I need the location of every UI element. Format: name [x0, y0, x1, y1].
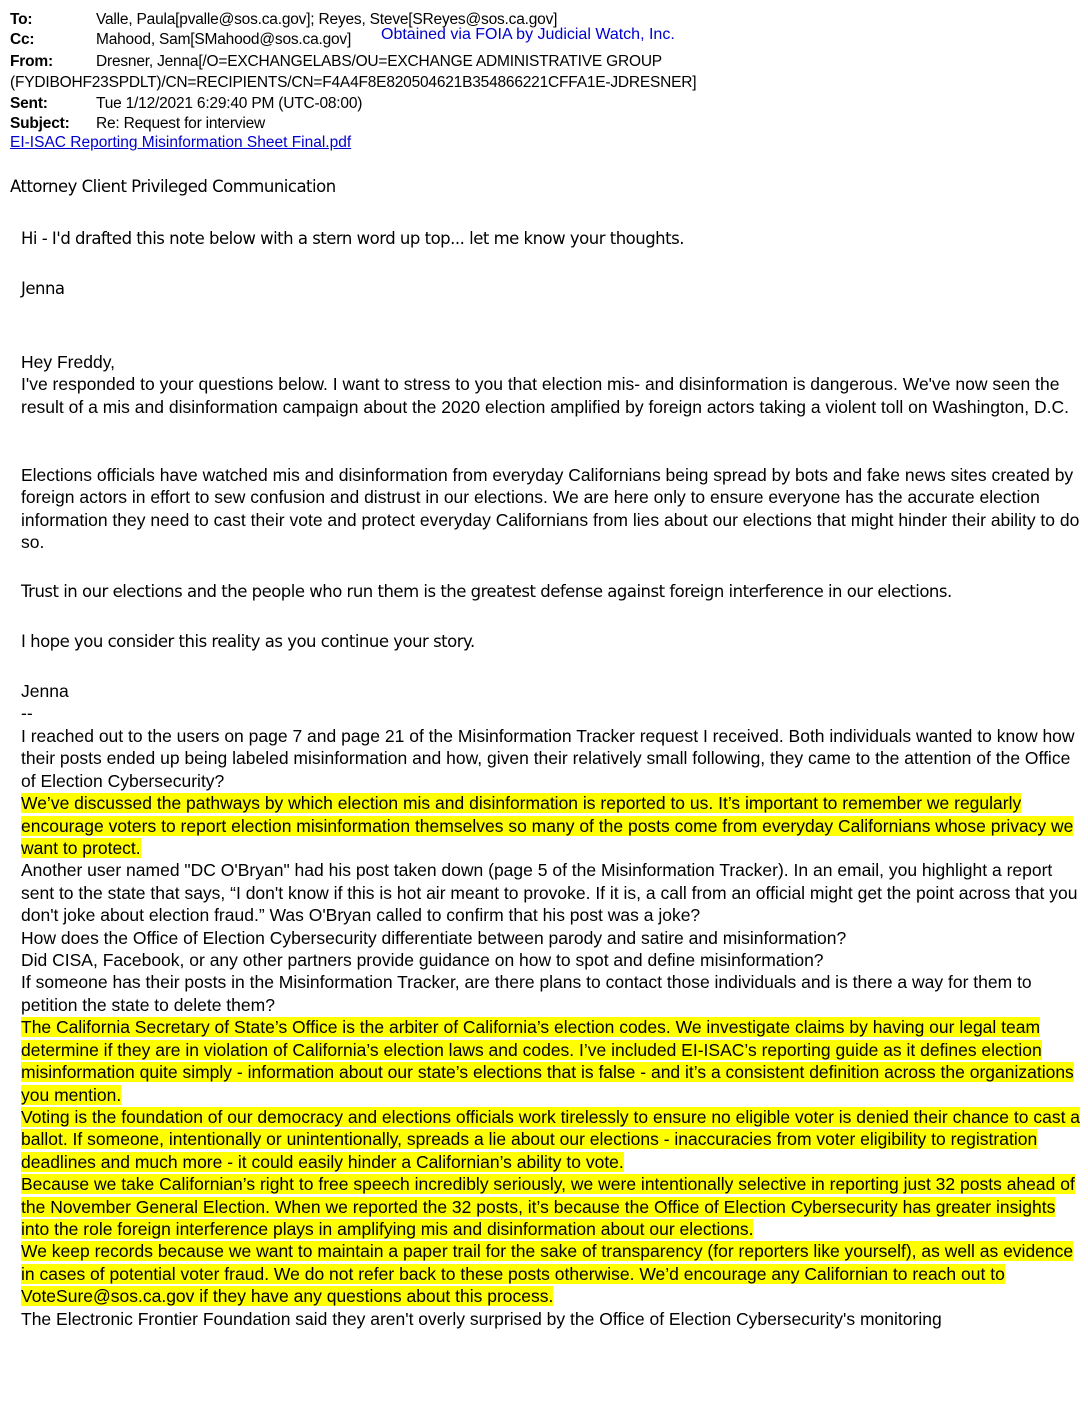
letter-signoff: [21, 680, 1083, 725]
thread-answer: [21, 1106, 1083, 1173]
letter-paragraph: Elections officials have watched mis and disinformation from everyday Californians being spread by bots and fake news sites created by foreign actors in effort to sew confusion and distrust in our elections. We are here only to ensure everyone has the accurate election information they need to cast their vote and protect everyday Californians from lies about our elections that might hinder their ability to do so.: [21, 465, 1080, 553]
answer-highlight: We’ve discussed the pathways by which election mis and disinformation is reported to us. It’s important to remember we regularly encourage voters to report election misinformation themselves so many of the posts come from everyday Californians whose privacy we want to protect.: [21, 793, 1074, 859]
from-value: Dresner, Jenna[/O=EXCHANGELABS/OU=EXCHANGE ADMINISTRATIVE GROUP: [96, 53, 662, 70]
thread-answer: [21, 1016, 1083, 1106]
intro-signature: Jenna: [21, 279, 65, 298]
header-from-continued: (FYDIBOHF23SPDLT)/CN=RECIPIENTS/CN=F4A4F8E820504621B354866221CFFA1E-JDRESNER]: [10, 74, 697, 91]
sent-value: Tue 1/12/2021 6:29:40 PM (UTC-08:00): [96, 95, 363, 112]
thread-question: How does the Office of Election Cybersecurity differentiate between parody and satire and misinformation?: [21, 927, 847, 948]
header-subject-row: [10, 114, 265, 134]
thread-question: Another user named "DC O'Bryan" had his post taken down (page 5 of the Misinformation Tracker). In an email, you highlight a report sent to the state that says, “I don't know if this is hot air meant to provoke. If it is, a call from an official might get the point across that you don't joke about election fraud.” Was O'Bryan called to confirm that his post was a joke?: [21, 860, 1078, 926]
sent-label: Sent:: [10, 95, 48, 112]
cc-value: Mahood, Sam[SMahood@sos.ca.gov]: [96, 31, 352, 48]
header-cc-row: [10, 30, 351, 50]
letter-body: [21, 464, 1083, 554]
letter-signature: Jenna: [21, 681, 69, 701]
thread-answer: [21, 792, 1083, 859]
letter-hope-line: I hope you consider this reality as you continue your story.: [21, 632, 475, 651]
qa-thread: [21, 725, 1083, 1330]
answer-highlight: We keep records because we want to maintain a paper trail for the sake of transparency (for reporters like yourself), as well as evidence in cases of potential voter fraud. We do not refer back to these posts otherwise. We’d encourage any Californian to reach out to VoteSure@sos.ca.gov if they have any questions about this process.: [21, 1241, 1074, 1307]
intro-line: Hi - I'd drafted this note below with a stern word up top... let me know your thoughts.: [21, 229, 684, 248]
letter-separator: --: [21, 703, 33, 724]
thread-answer: [21, 1173, 1083, 1240]
foia-watermark: Obtained via FOIA by Judicial Watch, Inc.: [381, 26, 675, 43]
answer-highlight: The California Secretary of State’s Office is the arbiter of California’s election codes. We investigate claims by having our legal team determine if they are in violation of California’s election laws and codes. I’ve included EI-ISAC’s reporting guide as it defines election misinformation quite simply - information about our state’s elections that is false - and it’s a consistent definition across the organizations you mention.: [21, 1017, 1074, 1105]
letter-paragraph: I've responded to your questions below. I want to stress to you that election mis- and disinformation is dangerous. We've now seen the result of a mis and disinformation campaign about the 2020 election amplified by foreign actors taking a violent toll on Washington, D.C.: [21, 374, 1069, 417]
answer-highlight: Voting is the foundation of our democracy and elections officials work tirelessly to ensure no eligible voter is denied their chance to cast a ballot. If someone, intentionally or unintentionally, spreads a lie about our elections - inaccuracies from voter eligibility to registration deadlines and much more - it could easily hinder a Californian’s ability to vote.: [21, 1106, 1081, 1172]
thread-question: I reached out to the users on page 7 and page 21 of the Misinformation Tracker request I received. Both individuals wanted to know how their posts ended up being labeled misinformation and how, given their relatively small following, they came to the attention of the Office of Election Cybersecurity?: [21, 726, 1075, 791]
privilege-notice: Attorney Client Privileged Communication: [10, 177, 336, 196]
header-from-row: [10, 52, 662, 72]
letter-greeting: Hey Freddy,: [21, 352, 116, 372]
letter-trust-line: Trust in our elections and the people who run them is the greatest defense against foreign interference in our elections.: [21, 582, 952, 601]
attachment-link[interactable]: EI-ISAC Reporting Misinformation Sheet Final.pdf: [10, 134, 352, 151]
subject-label: Subject:: [10, 115, 70, 132]
thread-answer: [21, 1240, 1083, 1307]
from-label: From:: [10, 53, 53, 70]
header-sent-row: [10, 94, 362, 114]
to-value: Valle, Paula[pvalle@sos.ca.gov]; Reyes, Steve[SReyes@sos.ca.gov]: [96, 11, 558, 28]
letter-body: [21, 351, 1083, 418]
answer-highlight: Because we take Californian’s right to free speech incredibly seriously, we were intentionally selective in reporting just 32 posts ahead of the November General Election. When we reported the 32 posts, it’s because the Office of Election Cybersecurity has greater insights into the role foreign interference plays in amplifying mis and disinformation about our elections.: [21, 1174, 1075, 1239]
subject-value: Re: Request for interview: [96, 115, 266, 132]
cc-label: Cc:: [10, 31, 35, 48]
thread-question: Did CISA, Facebook, or any other partners provide guidance on how to spot and define misinformation?: [21, 950, 824, 971]
to-label: To:: [10, 11, 33, 28]
thread-question: If someone has their posts in the Misinformation Tracker, are there plans to contact those individuals and is there a way for them to petition the state to delete them?: [21, 972, 1032, 1015]
thread-question: The Electronic Frontier Foundation said they aren't overly surprised by the Office of Election Cybersecurity's monitoring: [21, 1308, 942, 1329]
